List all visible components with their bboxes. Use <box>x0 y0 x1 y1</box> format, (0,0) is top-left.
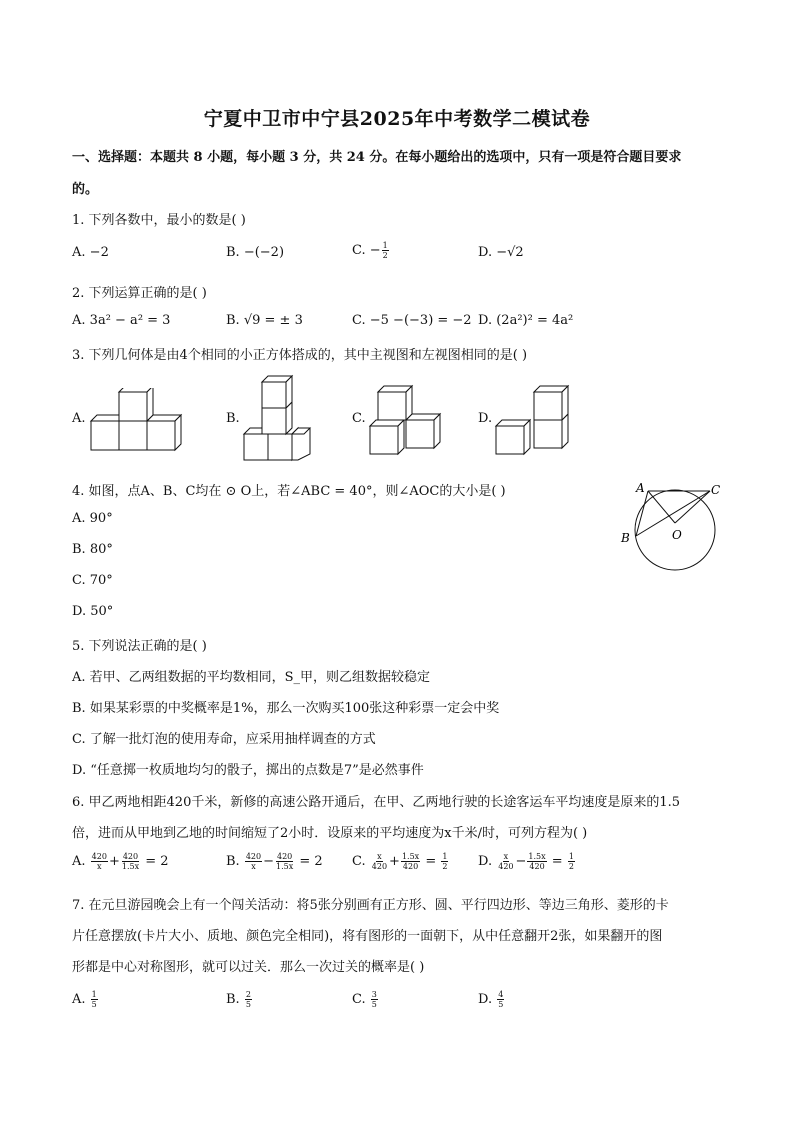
option-label: A. <box>72 992 86 1007</box>
numerator: 3 <box>371 990 377 999</box>
option-value: 3a² − a² = 3 <box>89 313 171 328</box>
fraction <box>497 990 504 1009</box>
q1-option-c <box>352 241 390 260</box>
numerator: 1 <box>442 852 448 861</box>
numerator: 420 <box>245 852 262 861</box>
fraction <box>245 852 262 871</box>
denominator: 2 <box>442 862 448 871</box>
fraction <box>401 852 420 871</box>
fraction <box>371 990 378 1009</box>
q4-option-b: B. 80° <box>72 542 113 557</box>
q5-option-c: C. 了解一批灯泡的使用寿命，应采用抽样调查的方式 <box>72 732 376 747</box>
q5-option-a: A. 若甲、乙两组数据的平均数相同，S_甲，则乙组数据较稳定 <box>72 670 431 685</box>
option-label: C. <box>352 854 366 869</box>
q3-figure-b <box>242 374 314 462</box>
q7-stem-line3: 形都是中心对称图形，就可以过关．那么一次过关的概率是( ) <box>72 960 425 975</box>
denominator: 1.5x <box>276 862 294 871</box>
q2-option-b <box>226 313 303 328</box>
option-label: B. <box>226 245 240 260</box>
fraction <box>527 852 546 871</box>
fraction <box>121 852 140 871</box>
equals: = <box>551 854 563 869</box>
q4-option-c: C. 70° <box>72 573 113 588</box>
q5-stem: 5. 下列说法正确的是( ) <box>72 639 207 654</box>
q6-stem-line1: 6. 甲乙两地相距420千米，新修的高速公路开通后，在甲、乙两地行驶的长途客运车平均速度是原来的1.5 <box>72 795 681 810</box>
q3-figure-c <box>368 380 448 456</box>
option-label: C. <box>352 313 366 328</box>
q5-option-d: D. “任意掷一枚质地均匀的骰子，掷出的点数是7”是必然事件 <box>72 763 424 778</box>
fraction <box>245 990 252 1009</box>
q2-option-c <box>352 313 472 328</box>
fraction <box>497 852 514 871</box>
option-label: D. <box>478 854 493 869</box>
option-value: −5 −(−3) = −2 <box>369 313 472 328</box>
numerator: 1.5x <box>401 852 420 861</box>
option-label: C. <box>352 992 366 1007</box>
q2-option-a <box>72 313 170 328</box>
q3-option-c-label: C. <box>352 411 366 426</box>
option-label: B. <box>226 854 240 869</box>
q1-option-b <box>226 245 284 260</box>
equals: = <box>425 854 437 869</box>
q6-stem-line2: 倍，进而从甲地到乙地的时间缩短了2小时．设原来的平均速度为x千米/时，可列方程为( ) <box>72 826 588 841</box>
option-value: (2a²)² = 4a² <box>496 313 574 328</box>
option-label: D. <box>478 992 493 1007</box>
q4-option-a: A. 90° <box>72 511 113 526</box>
numerator: x <box>503 852 509 861</box>
q1-stem: 1. 下列各数中，最小的数是( ) <box>72 213 246 228</box>
q1-option-a <box>72 245 109 260</box>
numerator: 1 <box>568 852 574 861</box>
q3-option-b-label: B. <box>226 411 240 426</box>
q3-option-a-label: A. <box>72 411 86 426</box>
denominator: 5 <box>498 1000 504 1009</box>
fraction <box>441 852 448 871</box>
q4-stem: 4. 如图，点A、B、C均在 ⊙ O上，若∠ABC = 40°，则∠AOC的大小是( ) <box>72 484 506 499</box>
point-o-label: O <box>672 528 682 542</box>
option-label: D. <box>478 313 493 328</box>
q3-option-d-label: D. <box>478 411 493 426</box>
q7-option-c <box>352 990 379 1009</box>
numerator: 1 <box>91 990 97 999</box>
option-label: A. <box>72 313 86 328</box>
option-label: C. <box>352 243 366 258</box>
numerator: 1 <box>382 241 388 250</box>
option-value: −√2 <box>496 245 524 260</box>
operator: + <box>108 854 120 869</box>
rhs: = 2 <box>145 854 169 869</box>
option-label: A. <box>72 245 86 260</box>
point-a-label: A <box>636 481 645 495</box>
option-value: −2 <box>89 245 109 260</box>
numerator: x <box>377 852 382 861</box>
option-value: −(−2) <box>243 245 285 260</box>
numerator: 1.5x <box>528 852 546 861</box>
operator: + <box>389 854 400 869</box>
q6-option-b <box>226 852 323 871</box>
denominator: x <box>251 862 256 871</box>
denominator: 420 <box>498 862 514 871</box>
numerator: 4 <box>498 990 504 999</box>
option-label: A. <box>72 854 86 869</box>
denominator: 5 <box>245 1000 251 1009</box>
fraction <box>275 852 294 871</box>
q6-option-d <box>478 852 576 871</box>
q4-option-d: D. 50° <box>72 604 114 619</box>
denominator: 5 <box>91 1000 97 1009</box>
rhs: = 2 <box>299 854 323 869</box>
q7-option-d <box>478 990 505 1009</box>
option-value: √9 = ± 3 <box>243 313 303 328</box>
numerator: 2 <box>245 990 251 999</box>
numerator: 420 <box>276 852 293 861</box>
section-header-line2: 的。 <box>72 182 99 197</box>
denominator: 420 <box>529 862 545 871</box>
fraction <box>91 990 98 1009</box>
q3-figure-d <box>494 384 574 456</box>
denominator: 420 <box>371 862 388 871</box>
denominator: 1.5x <box>121 862 140 871</box>
denominator: x <box>97 862 102 871</box>
fraction <box>382 241 389 260</box>
operator: − <box>263 854 275 869</box>
q7-option-b <box>226 990 253 1009</box>
q3-figure-a <box>88 388 188 452</box>
q2-stem: 2. 下列运算正确的是( ) <box>72 286 207 301</box>
denominator: 2 <box>568 862 574 871</box>
q7-option-a <box>72 990 99 1009</box>
fraction <box>371 852 388 871</box>
denominator: 2 <box>382 251 388 260</box>
option-label: B. <box>226 992 240 1007</box>
denominator: 420 <box>402 862 419 871</box>
point-c-label: C <box>711 483 721 497</box>
point-b-label: B <box>621 531 630 545</box>
option-label: B. <box>226 313 240 328</box>
page-title: 宁夏中卫市中宁县2025年中考数学二模试卷 <box>203 108 591 130</box>
fraction <box>91 852 108 871</box>
q2-option-d <box>478 313 573 328</box>
q7-stem-line2: 片任意摆放(卡片大小、质地、颜色完全相同)，将有图形的一面朝下，从中任意翻开2张，如果翻开的图 <box>72 929 663 944</box>
numerator: 420 <box>122 852 139 861</box>
q6-option-c <box>352 852 449 871</box>
operator: − <box>515 854 527 869</box>
denominator: 5 <box>371 1000 377 1009</box>
fraction <box>568 852 575 871</box>
q6-option-a <box>72 852 169 871</box>
q5-option-b: B. 如果某彩票的中奖概率是1%，那么一次购买100张这种彩票一定会中奖 <box>72 701 500 716</box>
option-label: D. <box>478 245 493 260</box>
q7-stem-line1: 7. 在元旦游园晚会上有一个闯关活动：将5张分别画有正方形、圆、平行四边形、等边三角形、菱形的卡 <box>72 898 669 913</box>
q4-circle-figure <box>615 478 725 573</box>
q3-stem: 3. 下列几何体是由4个相同的小正方体搭成的，其中主视图和左视图相同的是( ) <box>72 348 528 363</box>
option-sign: − <box>369 243 381 258</box>
section-header-line1: 一、选择题：本题共 8 小题，每小题 3 分，共 24 分。在每小题给出的选项中，只有一项是符合题目要求 <box>72 150 682 165</box>
numerator: 420 <box>91 852 107 861</box>
radius-oa <box>648 491 675 523</box>
radius-oc <box>675 491 710 523</box>
q1-option-d <box>478 245 524 260</box>
